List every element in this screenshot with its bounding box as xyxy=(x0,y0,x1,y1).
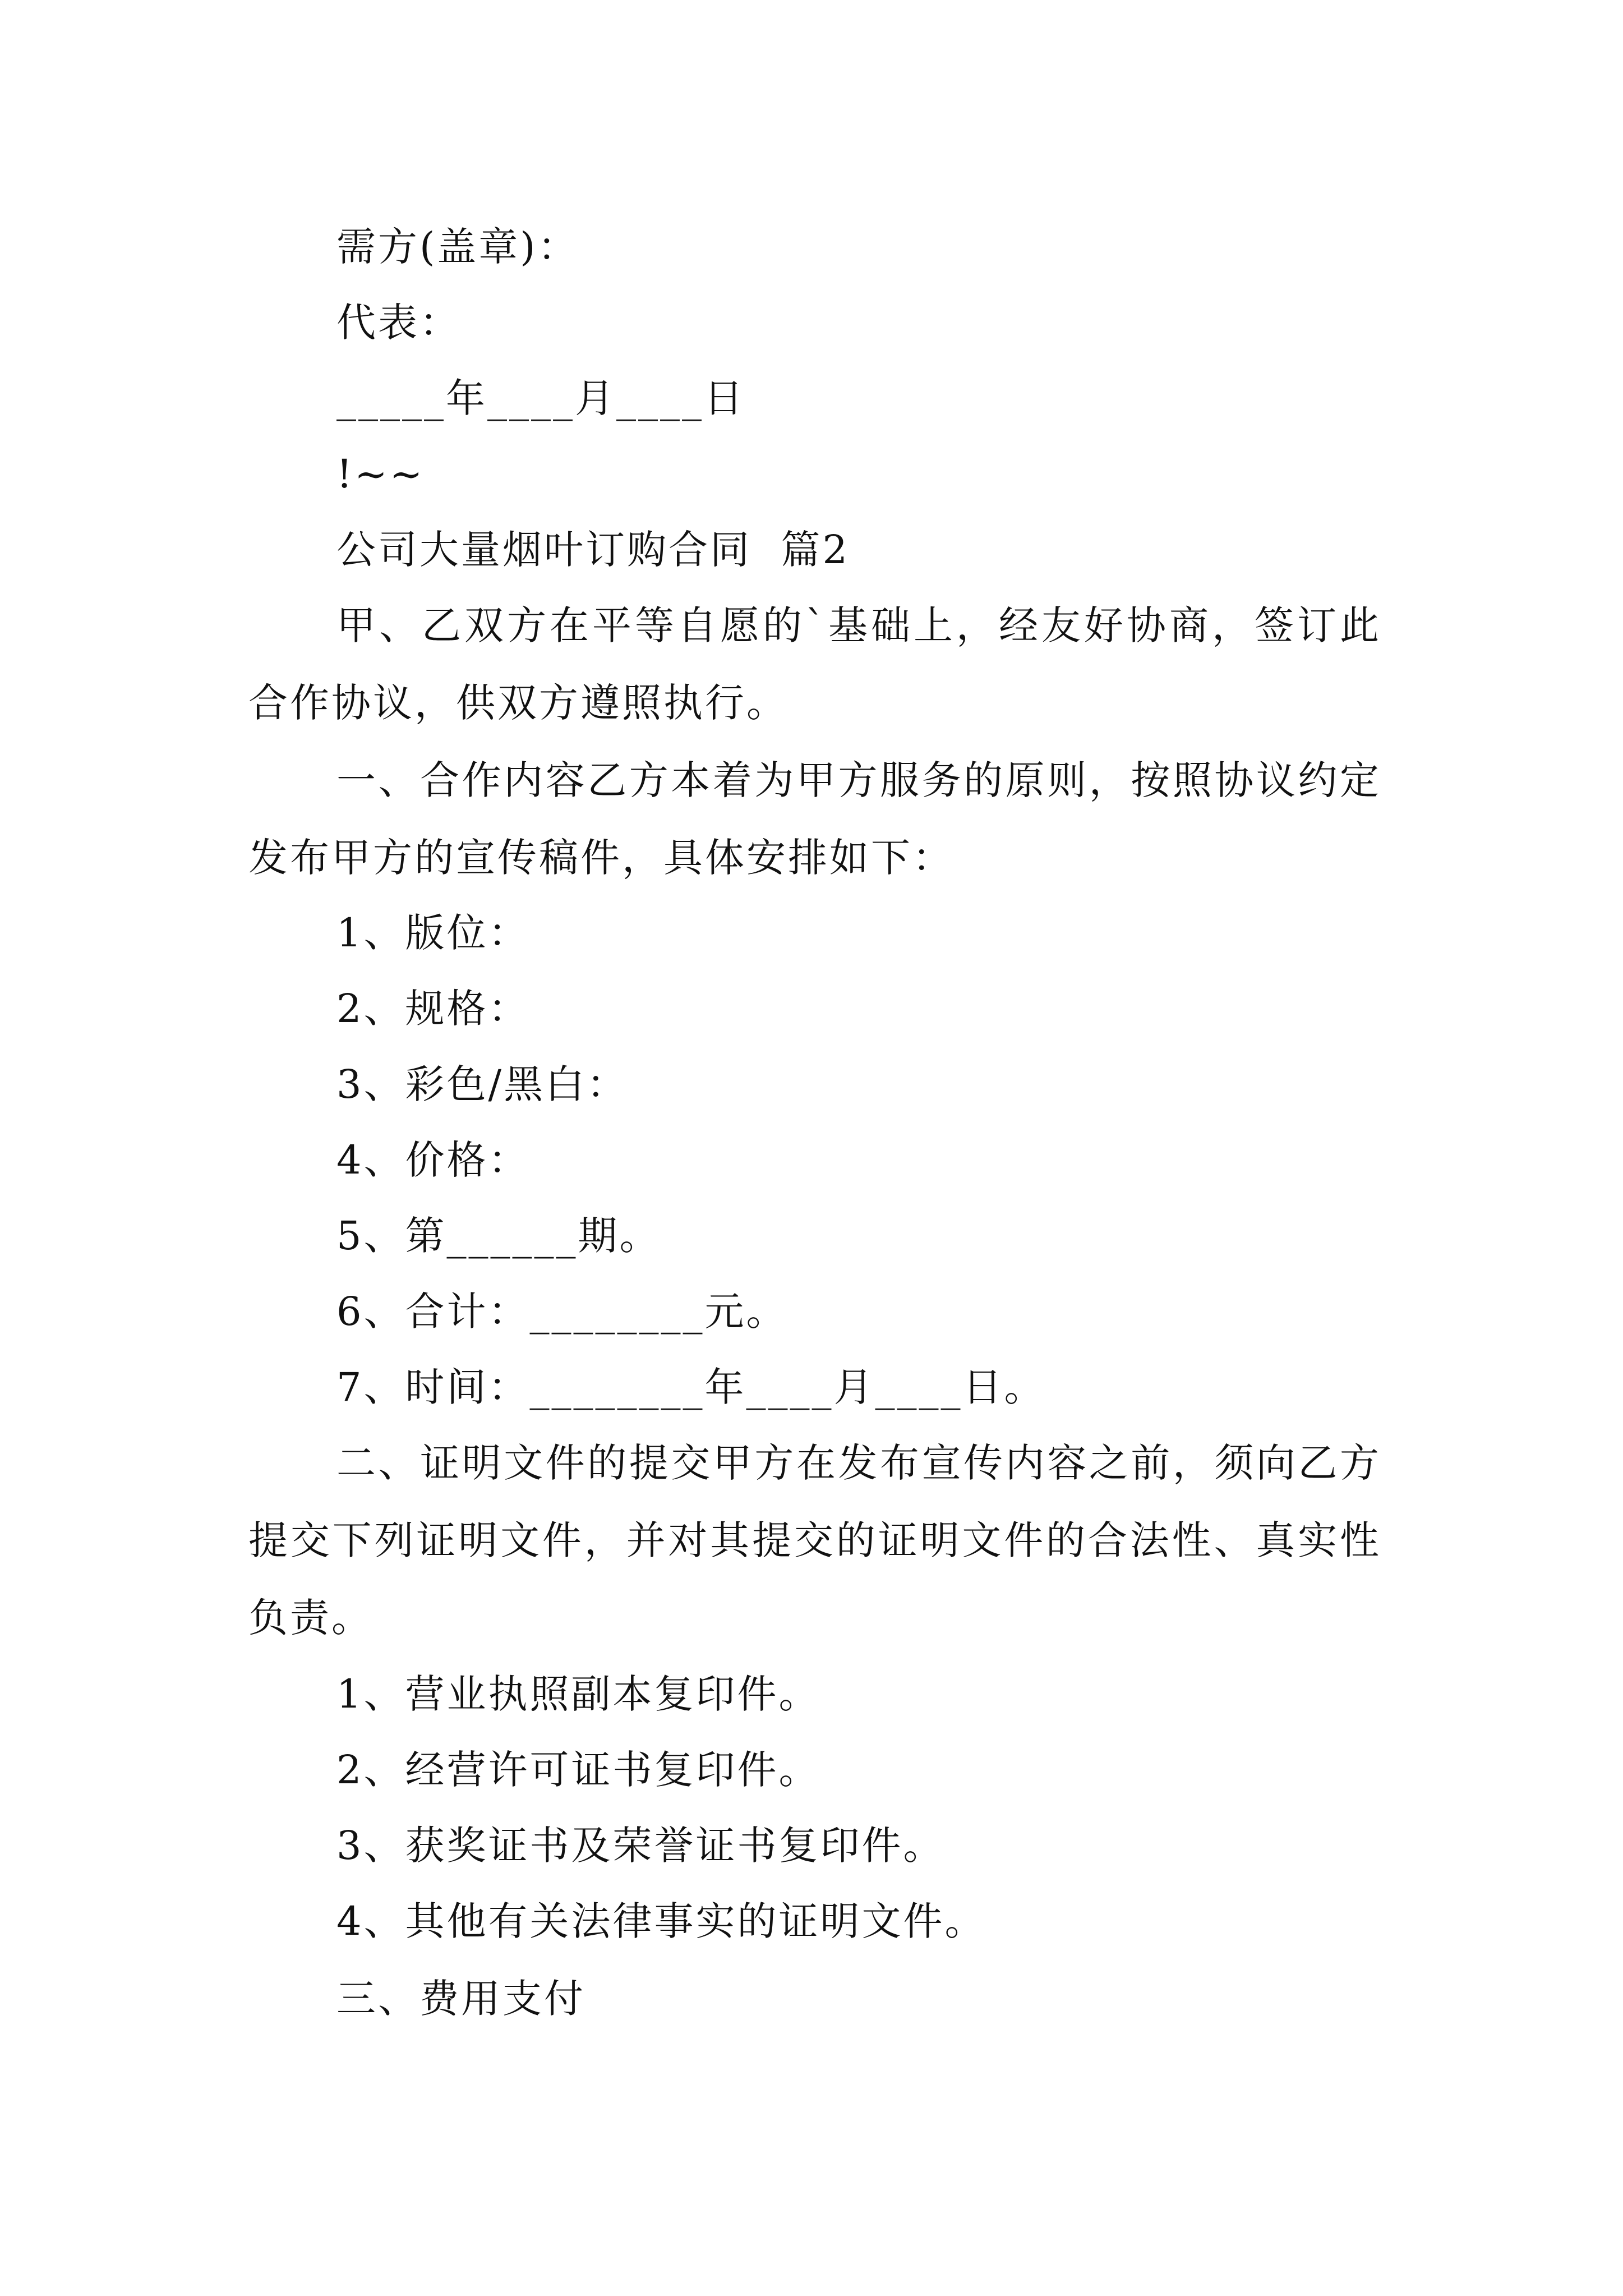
stray-mark: !~~ xyxy=(336,451,425,497)
signature-date: _____年____月____日 xyxy=(336,375,745,421)
section2-item: 2、经营许可证书复印件。 xyxy=(336,1747,820,1793)
section1-paragraph: 一、合作内容乙方本着为甲方服务的原则，按照协议约定发布甲方的宣传稿件，具体安排如下： xyxy=(248,757,1381,881)
section1-item: 1、版位： xyxy=(336,910,530,956)
section1-item: 7、时间：________年____月____日。 xyxy=(336,1364,1046,1410)
section-heading: 公司大量烟叶订购合同 篇2 xyxy=(336,527,850,573)
section1-item: 4、价格： xyxy=(336,1137,530,1183)
section1-item: 5、第______期。 xyxy=(336,1213,661,1259)
signature-party: 需方(盖章)： xyxy=(336,224,579,270)
section2-paragraph: 二、证明文件的提交甲方在发布宣传内容之前，须向乙方提交下列证明文件，并对其提交的证明文件的合法性、真实性负责。 xyxy=(248,1440,1381,1641)
section2-item: 4、其他有关法律事实的证明文件。 xyxy=(336,1898,986,1944)
section2-item: 1、营业执照副本复印件。 xyxy=(336,1671,820,1717)
section1-item: 6、合计：________元。 xyxy=(336,1289,788,1335)
signature-representative: 代表： xyxy=(336,300,461,346)
section1-item: 2、规格： xyxy=(336,986,530,1032)
section2-item: 3、获奖证书及荣誉证书复印件。 xyxy=(336,1823,945,1869)
section3-title: 三、费用支付 xyxy=(336,1976,585,2022)
section1-item: 3、彩色/黑白： xyxy=(336,1061,629,1107)
intro-paragraph: 甲、乙双方在平等自愿的`基础上，经友好协商，签订此合作协议，供双方遵照执行。 xyxy=(248,602,1381,726)
